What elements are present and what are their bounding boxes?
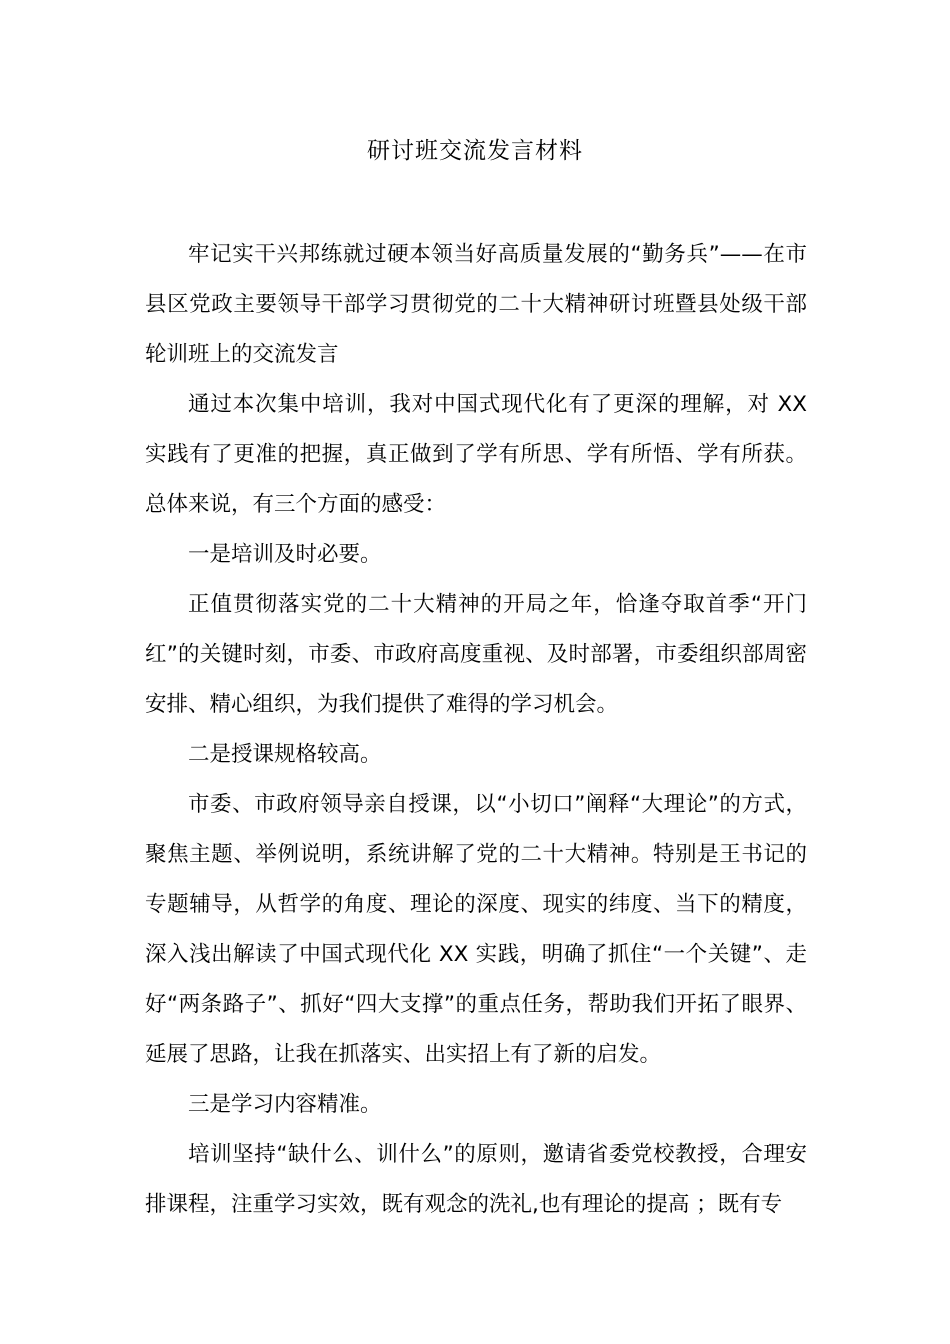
paragraph-point-three-detail: 培训坚持“缺什么、训什么”的原则，邀请省委党校教授，合理安排课程，注重学习实效，既有观念的洗礼,也有理论的提高 ；既有专 [145,1142,807,1217]
paragraph-point-two-detail: 市委、市政府领导亲自授课，以“小切口”阐释“大理论”的方式，聚焦主题、举例说明，系统讲解了党的二十大精神。特别是王书记的专题辅导，从哲学的角度、理论的深度、现实的纬度、当下的精度，深入浅出解读了中国式现代化 XX 实践，明确了抓住“一个关键”、走好“两条路子”、抓好“四大支撑”的重点任务，帮助我们开拓了眼界、延展了思路，让我在抓落实、出实招上有了新的启发。 [145,792,807,1067]
document-title: 研讨班交流发言材料 [367,138,583,164]
paragraph-point-three: 三是学习内容精准。 [188,1092,382,1117]
paragraph-point-one-detail: 正值贯彻落实党的二十大精神的开局之年，恰逢夺取首季“开门红”的关键时刻，市委、市政府高度重视、及时部署，市委组织部周密安排、精心组织，为我们提供了难得的学习机会。 [145,592,807,717]
paragraph-intro: 通过本次集中培训，我对中国式现代化有了更深的理解，对 XX 实践有了更准的把握，真正做到了学有所思、学有所悟、学有所获。总体来说，有三个方面的感受： [145,392,807,517]
document-body [145,230,807,1230]
paragraph-point-two: 二是授课规格较高。 [188,742,382,767]
paragraph-heading: 牢记实干兴邦练就过硬本领当好高质量发展的“勤务兵”——在市县区党政主要领导干部学习贯彻党的二十大精神研讨班暨县处级干部轮训班上的交流发言 [145,242,807,367]
paragraph-point-one: 一是培训及时必要。 [188,542,382,567]
